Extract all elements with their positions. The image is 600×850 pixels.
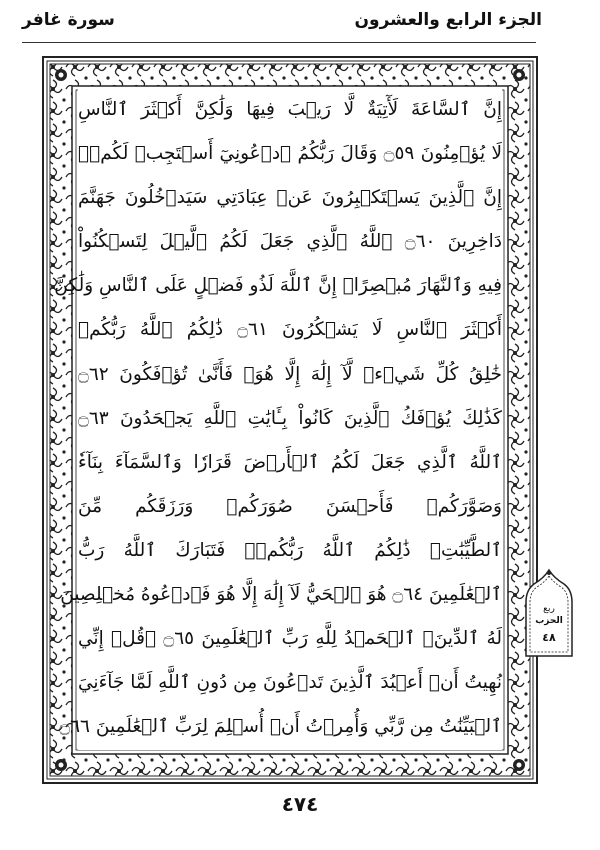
text-line: نُهِيتُ أَنۡ أَعۡبُدَ ٱلَّذِينَ تَدۡعُونَ مِن دُونِ ٱللَّهِ لَمَّا جَآءَنِيَ	[78, 672, 502, 694]
text-line: وَصَوَّرَكُمۡ فَأَحۡسَنَ صُوَرَكُمۡ وَرَزَقَكُم مِّنَ	[78, 495, 502, 517]
hizb-quarter-label: ربع	[543, 604, 555, 614]
page-number: ٤٧٤	[281, 792, 319, 816]
hizb-marker	[524, 568, 574, 660]
text-line: ٱلۡعَٰلَمِينَ ۝٦٤ هُوَ ٱلۡحَيُّ لَآ إِلَٰهَ إِلَّا هُوَ فَٱدۡعُوهُ مُخۡلِصِينَ	[60, 584, 502, 606]
text-line: أَكۡثَرَ ٱلنَّاسِ لَا يَشۡكُرُونَ ۝٦١ ذَٰلِكُمُ ٱللَّهُ رَبُّكُمۡ	[78, 319, 502, 341]
hizb-label: الحزب	[535, 616, 563, 626]
text-line: إِنَّ ٱلَّذِينَ يَسۡتَكۡبِرُونَ عَنۡ عِبَادَتِي سَيَدۡخُلُونَ جَهَنَّمَ	[78, 187, 502, 209]
text-line: ٱلۡبَيِّنَٰتُ مِن رَّبِّي وَأُمِرۡتُ أَنۡ أُسۡلِمَ لِرَبِّ ٱلۡعَٰلَمِينَ ۝٦٦	[59, 716, 502, 738]
quran-text-block	[54, 88, 503, 750]
text-line: كَذَٰلِكَ يُؤۡفَكُ ٱلَّذِينَ كَانُواْ بِـَٔايَٰتِ ٱللَّهِ يَجۡحَدُونَ ۝٦٣	[78, 407, 502, 429]
hizb-number: ٤٨	[542, 631, 556, 644]
text-line: لَا يُؤۡمِنُونَ ۝٥٩ وَقَالَ رَبُّكُمُ ٱدۡعُونِيٓ أَسۡتَجِبۡ لَكُمۡۚ	[78, 143, 502, 165]
text-line: دَاخِرِينَ ۝٦٠ ٱللَّهُ ٱلَّذِي جَعَلَ لَكُمُ ٱلَّيۡلَ لِتَسۡكُنُواْ	[78, 231, 502, 253]
header-divider	[22, 42, 536, 43]
text-line: خَٰلِقُ كُلِّ شَيۡءٖ لَّآ إِلَٰهَ إِلَّا هُوَۖ فَأَنَّىٰ تُؤۡفَكُونَ ۝٦٢	[78, 363, 502, 385]
text-line: ٱلطَّيِّبَٰتِۚ ذَٰلِكُمُ ٱللَّهُ رَبُّكُمۡۖ فَتَبَارَكَ ٱللَّهُ رَبُّ	[78, 539, 502, 561]
juz-title: الجزء الرابع والعشرون	[354, 10, 542, 30]
text-line: لَهُ ٱلدِّينَۗ ٱلۡحَمۡدُ لِلَّهِ رَبِّ ٱلۡعَٰلَمِينَ ۝٦٥ ۞قُلۡ إِنِّي	[78, 628, 503, 650]
surah-title: سورة غافر	[22, 10, 115, 30]
text-line: فِيهِ وَٱلنَّهَارَ مُبۡصِرًاۚ إِنَّ ٱللَّهَ لَذُو فَضۡلٍ عَلَى ٱلنَّاسِ وَلَٰكِنَّ	[54, 275, 502, 297]
text-line: ٱللَّهُ ٱلَّذِي جَعَلَ لَكُمُ ٱلۡأَرۡضَ قَرَارٗا وَٱلسَّمَآءَ بِنَآءٗ	[78, 451, 502, 473]
text-line: إِنَّ ٱلسَّاعَةَ لَأٓتِيَةٌ لَّا رَيۡبَ فِيهَا وَلَٰكِنَّ أَكۡثَرَ ٱلنَّاسِ	[78, 99, 502, 120]
